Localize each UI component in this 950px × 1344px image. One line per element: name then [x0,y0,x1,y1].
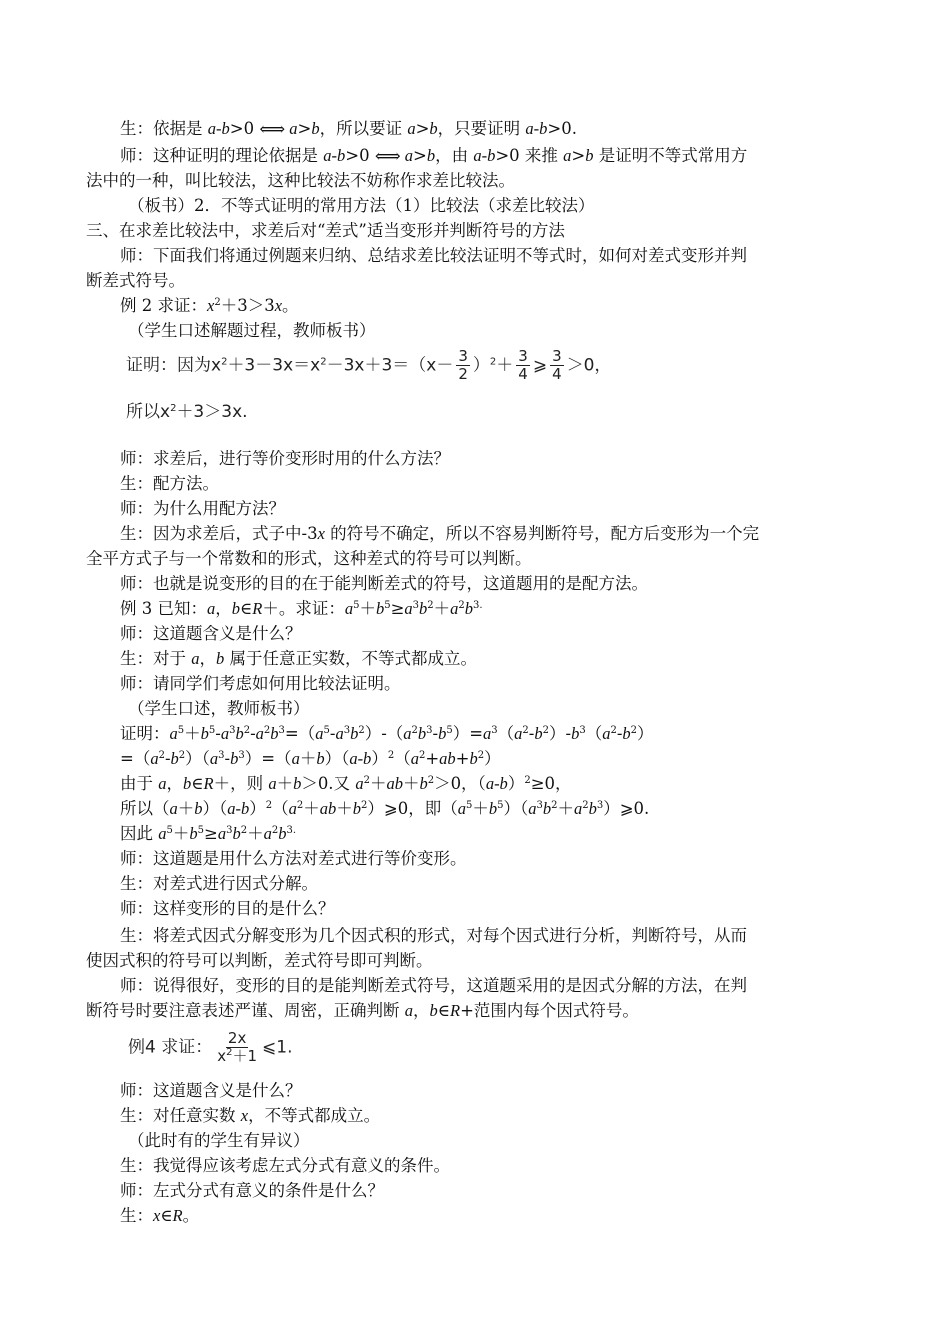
fraction-3-4: $\frac{3}{4}$ [518,347,528,383]
line-teacher-intro-cont: 断差式符号。 [86,271,185,290]
line-teacher-theory: 师：这种证明的理论依据是 a-b>0 ⟺ a>b，由 a-b>0 来推 a>b 是证明不等式常用方 [120,146,748,167]
example-2-statement: 例 2 求证：$x^2+3>3x$。 [120,296,299,315]
line-student-basis: 生：依据是 a-b>0 ⟺ a>b，所以要证 a>b，只要证明 a-b>0. [120,119,577,140]
line-teacher-q2: 师：为什么用配方法？ [120,499,285,518]
section-heading-3: 三、在求差比较法中，求差后对“差式”适当变形并判断符号的方法 [86,221,565,240]
line-student-oral-2: （学生口述，教师板书） [128,699,310,718]
line-student-oral: （学生口述解题过程，教师板书） [128,321,376,340]
line-student-a6-cont: 使因式积的符号可以判断，差式符号即可判断。 [86,951,433,970]
line-teacher-q7: 师：这道题含义是什么？ [120,1081,302,1100]
line-teacher-theory-cont: 法中的一种，叫比较法，这种比较法不妨称作求差比较法。 [86,171,515,190]
fraction-2x-over-x2-plus-1: $\frac{2x}{x^2+1}$ [217,1029,258,1065]
line-teacher-q6: 师：这样变形的目的是什么？ [120,899,335,918]
example-2-proof-formula: 证明：因为$x^2+3-3x=x^2-3x+3=(x-$ $\frac{3}{2}$ ）$^2$＋ $\frac{3}{4}$ ⩾ $\frac{3}{4}$ ＞0， [126,347,612,383]
line-student-a9: 生：x∈R。 [120,1206,200,1225]
line-teacher-q5: 师：这道题是用什么方法对差式进行等价变形。 [120,849,467,868]
line-teacher-intro: 师：下面我们将通过例题来归纳、总结求差比较法证明不等式时，如何对差式变形并判 [120,246,747,265]
line-teacher-summary-2-cont: 断符号时要注意表述严谨、周密，正确判断 a，b∈R+范围内每个因式符号。 [86,1001,639,1020]
example-3-proof-line-1: 证明：$a^5+b^5-a^3b^2-a^2b^3=(a^5-a^3b^2)-(a^2b^3-b^5)=a^3(a^2-b^2)-b^3(a^2-b^2)$ [120,724,654,743]
fraction-3-2: $\frac{3}{2}$ [458,347,468,383]
line-teacher-summary-1: 师：也就是说变形的目的在于能判断差式的符号，这道题用的是配方法。 [120,574,648,593]
line-student-a3: 生：对于 a，b 属于任意正实数，不等式都成立。 [120,649,477,668]
line-blackboard: （板书）2．不等式证明的常用方法（1）比较法（求差比较法） [128,196,595,215]
fraction-3-4: $\frac{3}{4}$ [552,347,562,383]
example-2-conclusion-formula: 所以$x^2+3>3x$. [126,402,248,422]
line-student-a8: 生：我觉得应该考虑左式分式有意义的条件。 [120,1156,450,1175]
line-student-a6: 生：将差式因式分解变形为几个因式积的形式，对每个因式进行分析，判断符号，从而 [120,926,747,945]
line-student-a2: 生：因为求差后，式子中-3x 的符号不确定，所以不容易判断符号，配方后变形为一个完 [120,524,760,543]
line-objection: （此时有的学生有异议） [128,1131,310,1150]
line-teacher-q1: 师：求差后，进行等价变形时用的什么方法？ [120,449,450,468]
line-student-a7: 生：对任意实数 x，不等式都成立。 [120,1106,381,1125]
iff-symbol: ⟺ [259,119,286,140]
example-3-conclusion: 因此 $a^5+b^5\ge a^3b^2+a^2b^{3.}$ [120,824,296,843]
iff-symbol: ⟺ [374,146,401,167]
line-teacher-q8: 师：左式分式有意义的条件是什么？ [120,1181,384,1200]
line-teacher-q3: 师：这道题含义是什么？ [120,624,302,643]
example-3-proof-line-3: 由于 a，b∈R＋，则 a＋b＞0.又 $a^2+ab+b^2>0$，$(a-b)^2\ge 0$， [120,774,572,793]
example-4-statement: 例4 求证： $\frac{2x}{x^2+1}$ ⩽1. [128,1029,293,1065]
example-3-statement: 例 3 已知：a，b∈R＋。求证：$a^5+b^5\ge a^3b^2+a^2b^{3.}$ [120,599,483,618]
line-student-a5: 生：对差式进行因式分解。 [120,874,318,893]
example-3-proof-line-2: $=(a^2-b^2)(a^3-b^3)=(a+b)(a-b)^2(a^2+ab+b^2)$ [120,749,501,768]
example-3-proof-line-4: 所以$(a+b)(a-b)^2(a^2+ab+b^2)⩾0$，即$(a^5+b^5)(a^3b^2+a^2b^3)⩾0$. [120,799,650,818]
line-student-a2-cont: 全平方式子与一个常数和的形式，这种差式的符号可以判断。 [86,549,532,568]
line-student-a1: 生：配方法。 [120,474,219,493]
line-teacher-summary-2: 师：说得很好，变形的目的是能判断差式符号，这道题采用的是因式分解的方法，在判 [120,976,747,995]
line-teacher-q4: 师：请同学们考虑如何用比较法证明。 [120,674,401,693]
